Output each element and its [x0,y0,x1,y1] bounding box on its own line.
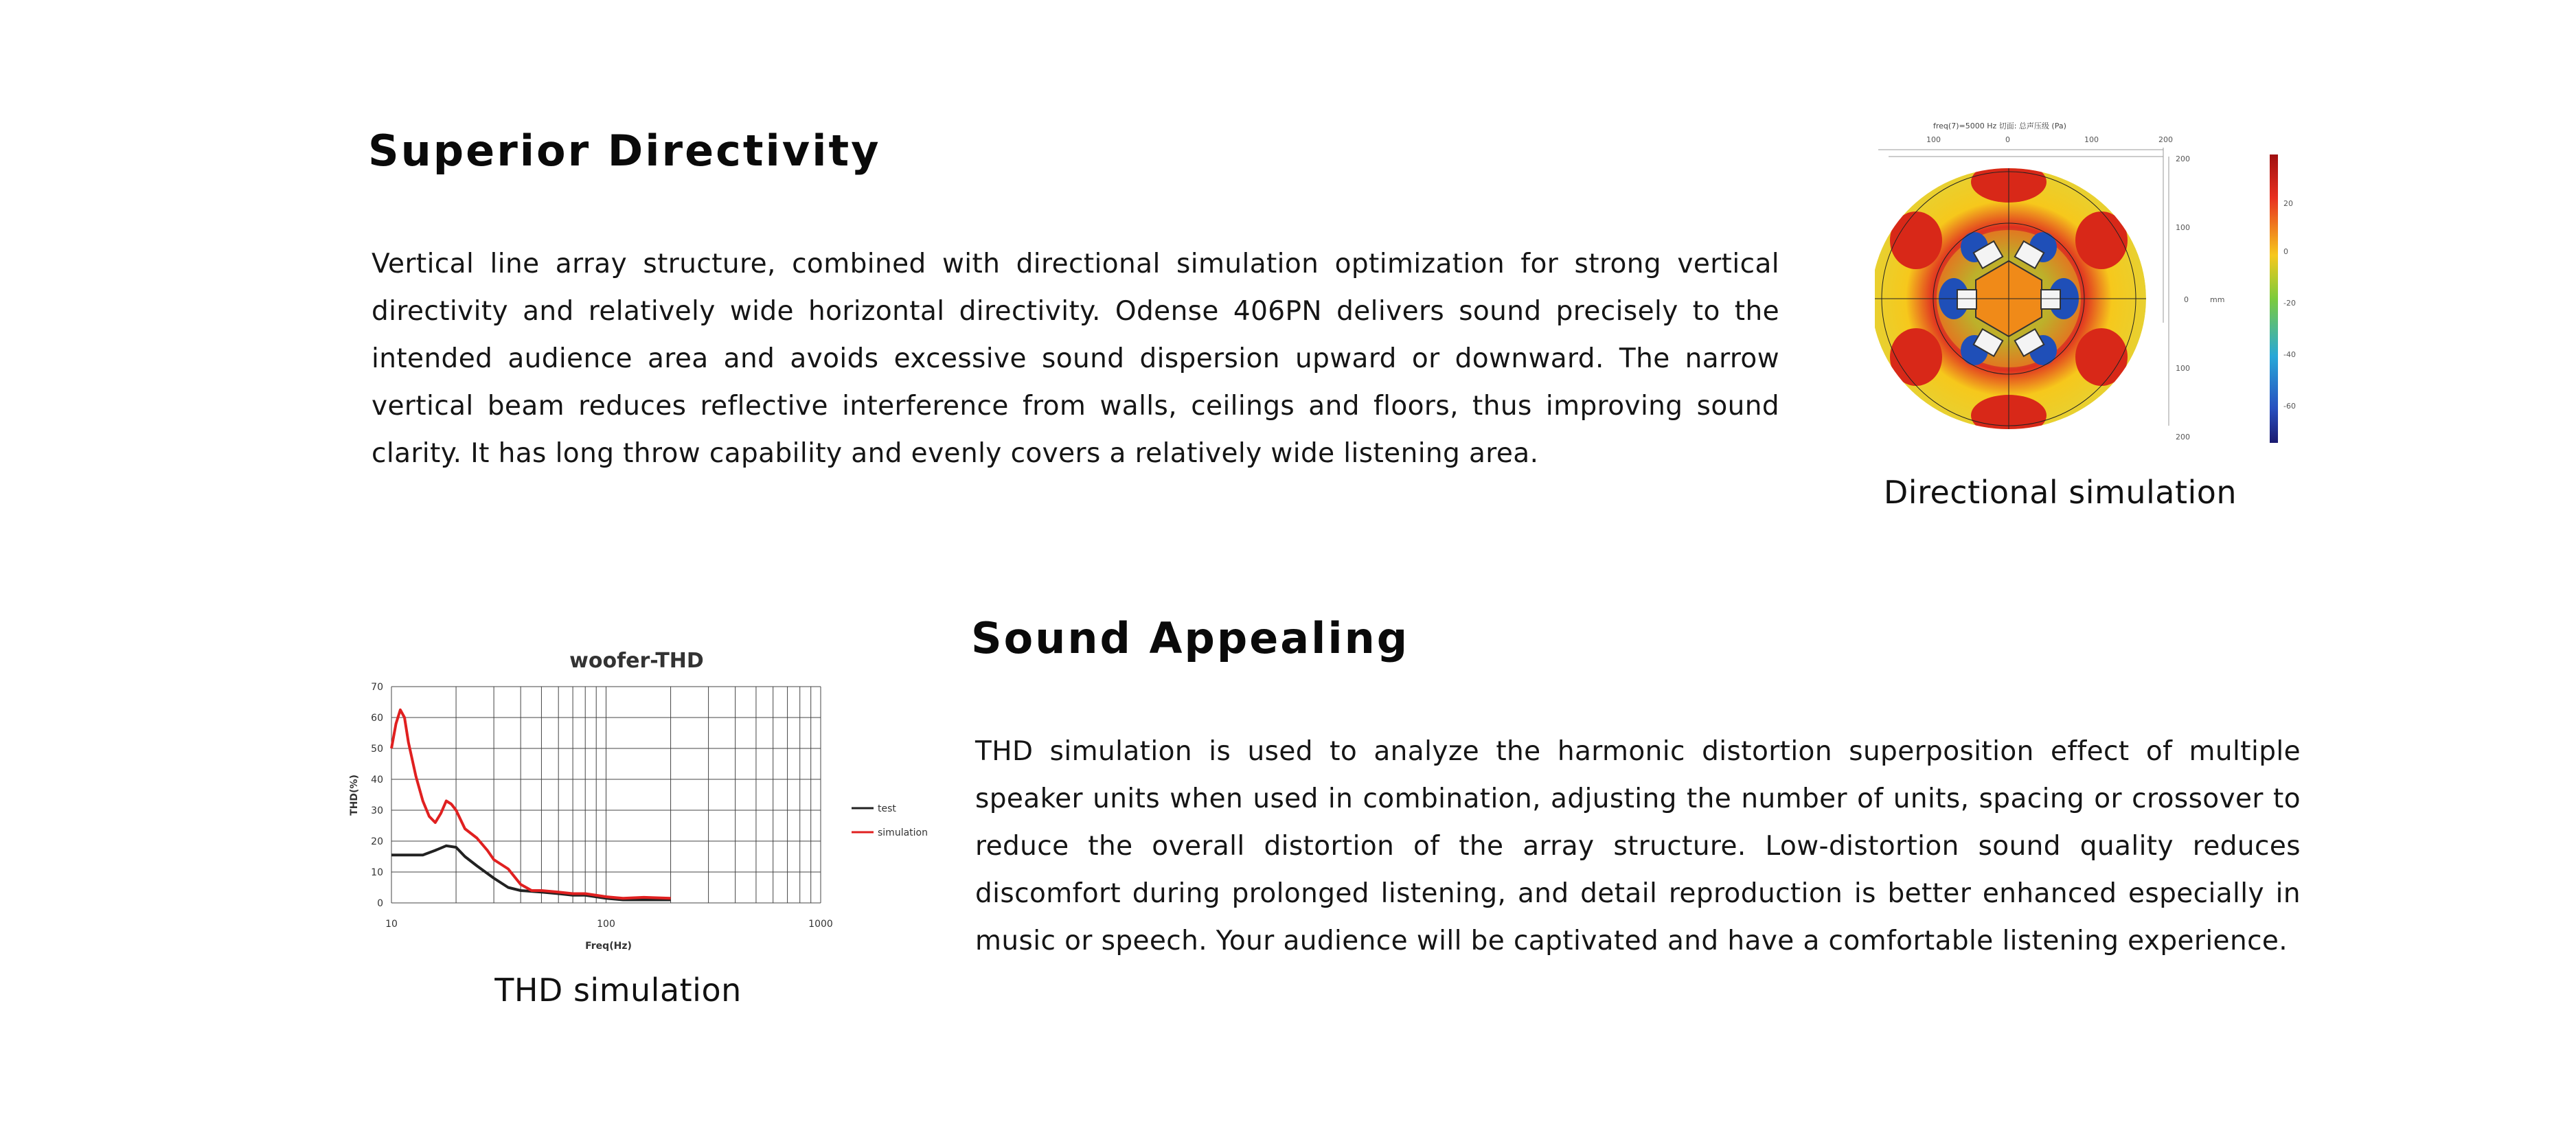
legend-label-test: test [878,803,896,814]
right-tick: 100 [2176,223,2190,232]
right-tick: 100 [2176,364,2190,373]
x-tick-label: 1000 [808,919,833,930]
colorbar-tick: -40 [2283,350,2296,359]
directivity-description: Vertical line array structure, combined with directional simulation optimization for strong vertical directivity and relatively wide horizontal directivity. Odense 406PN delivers sound precisely to the intended audience area and avoids excessive sound dispersion upward or downward. The narrow vertical beam reduces reflective interference from walls, ceilings and floors, thus improving sound clarity. It has long throw capability and evenly covers a relatively wide listening area. [372,249,1779,469]
series-line-simulation [391,710,671,899]
top-tick: 100 [1926,135,1941,144]
top-axis-ticks [1926,135,2173,144]
thd-chart [343,639,941,961]
y-tick-label: 30 [371,805,383,816]
y-tick-label: 70 [371,682,383,693]
y-tick-label: 60 [371,713,383,724]
colorbar-tick: -60 [2283,402,2296,411]
chart-grid [391,687,821,903]
y-tick-labels [371,682,383,909]
top-tick: 100 [2084,135,2099,144]
right-tick: 0 [2184,295,2189,304]
thd-simulation-caption: THD simulation [494,972,742,1009]
y-tick-label: 10 [371,867,383,878]
colorbar-tick: -20 [2283,299,2296,308]
right-tick: 200 [2176,433,2190,441]
colorbar [2270,154,2278,443]
right-tick: 200 [2176,154,2190,163]
axis-unit: mm [2210,295,2225,304]
directional-simulation-figure [1875,117,2301,446]
x-tick-label: 100 [597,919,615,930]
chart-legend [852,803,928,838]
sound-description: THD simulation is used to analyze the harmonic distortion superposition effect of multiple speaker units when used in combination, adjusting the number of units, spacing or crossover to reduce the overall distortion of the array structure. Low-distortion sound quality reduces discomfort during prolonged listening, and detail reproduction is better enhanced especially in music or speech. Your audience will be captivated and have a comfortable listening experience. [975,736,2301,956]
y-tick-label: 0 [377,898,383,909]
section-title-superior-directivity: Superior Directivity [368,126,881,176]
directional-figure-header: freq(7)=5000 Hz 切面: 总声压级 (Pa) [1933,122,2066,130]
colorbar-ticks [2283,199,2296,411]
y-axis-label: THD(%) [349,775,360,816]
colorbar-tick: 20 [2283,199,2293,208]
y-tick-label: 40 [371,775,383,785]
chart-series [391,710,671,900]
legend-label-simulation: simulation [878,827,928,838]
directional-simulation-caption: Directional simulation [1883,474,2237,511]
chart-title: woofer-THD [569,649,704,673]
y-tick-label: 20 [371,836,383,847]
x-tick-labels [385,919,833,930]
x-tick-label: 10 [385,919,398,930]
y-tick-label: 50 [371,744,383,755]
top-tick: 200 [2158,135,2173,144]
x-axis-label: Freq(Hz) [585,941,632,952]
right-axis-ticks [2176,154,2224,441]
colorbar-tick: 0 [2283,247,2288,256]
top-tick: 0 [2005,135,2010,144]
section-title-sound-appealing: Sound Appealing [971,613,1410,663]
